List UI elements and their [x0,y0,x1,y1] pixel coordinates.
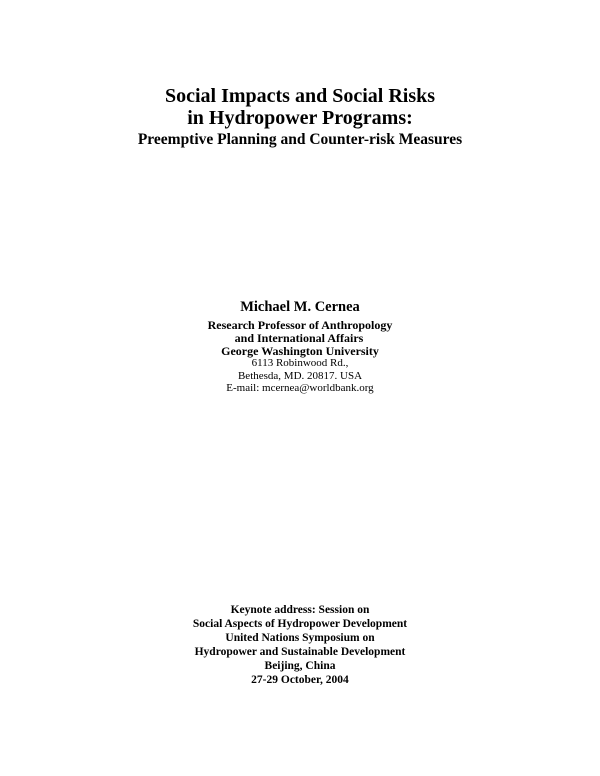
subtitle: Preemptive Planning and Counter-risk Measures [137,131,463,148]
author-city: Bethesda, MD. 20817. USA [237,370,363,382]
keynote-line-2: Social Aspects of Hydropower Development [192,618,408,630]
author-position-line-1: Research Professor of Anthropology [207,318,393,332]
keynote-line-5: Beijing, China [264,660,336,672]
author-position-line-2: and International Affairs [234,331,364,345]
keynote-line-1: Keynote address: Session on [230,604,370,616]
keynote-line-6: 27-29 October, 2004 [251,674,349,686]
keynote-line-3: United Nations Symposium on [225,632,375,644]
author-street: 6113 Robinwood Rd., [251,357,349,369]
author-university: George Washington University [221,344,379,358]
title-line-1: Social Impacts and Social Risks [164,85,436,107]
keynote-line-4: Hydropower and Sustainable Development [194,646,406,658]
title-line-2: in Hydropower Programs: [187,107,413,129]
author-name: Michael M. Cernea [240,299,360,315]
author-email: E-mail: mcernea@worldbank.org [226,382,374,394]
